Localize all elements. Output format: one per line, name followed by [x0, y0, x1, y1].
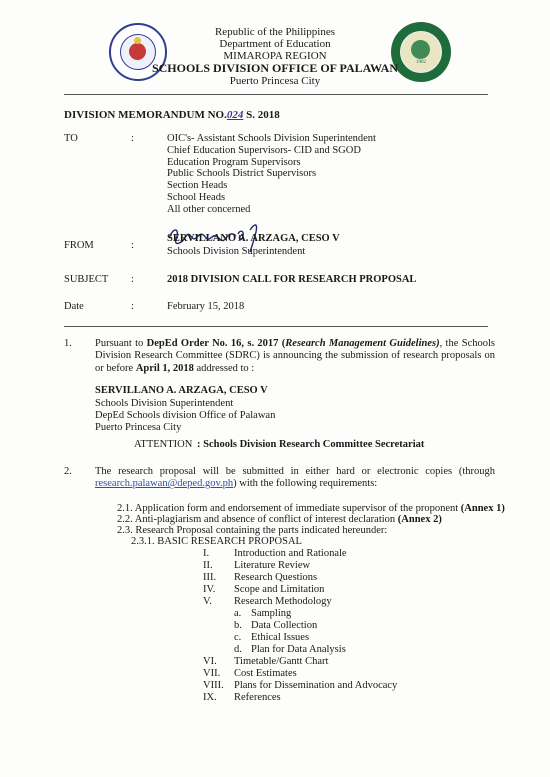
list-item-number: V. [203, 596, 212, 607]
requirement-2-3-1: 2.3.1. BASIC RESEARCH PROPOSAL [131, 536, 302, 547]
to-colon: : [131, 133, 134, 144]
list-item: Scope and Limitation [234, 584, 325, 595]
list-item: Research Questions [234, 572, 318, 583]
attention-value: : Schools Division Research Committee Secretariat [197, 439, 425, 450]
address-lines: Schools Division Superintendent DepEd Schools division Office of Palawan Puerto Princesa City [95, 398, 276, 433]
list-item: Timetable/Gantt Chart [234, 656, 329, 667]
sub-item-letter: c. [234, 632, 242, 643]
list-item: Cost Estimates [234, 668, 297, 679]
list-item-number: III. [203, 572, 217, 583]
list-item-number: IV. [203, 584, 216, 595]
body-divider [64, 326, 488, 327]
header-divider [64, 94, 488, 95]
from-label: FROM [64, 240, 94, 251]
header-line-region: MIMAROPA REGION [223, 50, 327, 62]
sub-item: Plan for Data Analysis [251, 644, 346, 655]
para-1-number: 1. [64, 338, 72, 349]
subject-value: 2018 DIVISION CALL FOR RESEARCH PROPOSAL [167, 274, 417, 285]
requirement-2-1: 2.1. Application form and endorsement of immediate supervisor of the proponent (Annex 1) [117, 503, 505, 514]
list-item: Plans for Dissemination and Advocacy [234, 680, 398, 691]
research-email-link[interactable]: research.palawan@deped.gov.ph [95, 478, 234, 490]
memo-number: 024 [226, 109, 244, 121]
to-label: TO [64, 133, 78, 144]
subject-colon: : [131, 274, 134, 285]
list-item-number: VIII. [203, 680, 224, 691]
sub-item: Sampling [251, 608, 292, 619]
date-colon: : [131, 301, 134, 312]
memo-title: DIVISION MEMORANDUM NO.024 S. 2018 [64, 109, 280, 121]
from-name: SERVILLANO A. ARZAGA, CESO V [167, 233, 340, 244]
list-item-number: VII. [203, 668, 221, 679]
list-item-number: I. [203, 548, 210, 559]
attention-label: ATTENTION [134, 439, 193, 450]
sub-item: Ethical Issues [251, 632, 310, 643]
to-recipients: OIC's- Assistant Schools Division Superintendent Chief Education Supervisors- CID and SGOD Education Program Supervisors Public Schools District Supervisors Section Heads School Heads All other concerned [167, 133, 376, 215]
division-seal-right-icon: 1902 [391, 22, 451, 82]
from-title: Schools Division Superintendent [167, 246, 306, 257]
para-2-number: 2. [64, 466, 72, 477]
requirement-2-3: 2.3. Research Proposal containing the parts indicated hereunder: [117, 525, 388, 536]
list-item-number: II. [203, 560, 213, 571]
list-item-number: VI. [203, 656, 217, 667]
para-2: The research proposal will be submitted in either hard or electronic copies (through research.palawan@deped.gov.ph) with the following requirements: [95, 466, 495, 490]
date-value: February 15, 2018 [167, 301, 245, 312]
list-item-number: IX. [203, 692, 217, 703]
list-item: Literature Review [234, 560, 311, 571]
list-item: References [234, 692, 281, 703]
sub-item: Data Collection [251, 620, 318, 631]
list-item: Introduction and Rationale [234, 548, 347, 559]
subject-label: SUBJECT [64, 274, 109, 285]
header-line-office: SCHOOLS DIVISION OFFICE OF PALAWAN [151, 61, 399, 75]
header-line-republic: Republic of the Philippines [214, 26, 336, 38]
sub-item-letter: b. [234, 620, 242, 631]
address-name: SERVILLANO A. ARZAGA, CESO V [95, 385, 268, 396]
from-colon: : [131, 240, 134, 251]
header-line-department: Department of Education [219, 38, 331, 50]
requirement-2-2: 2.2. Anti-plagiarism and absence of conflict of interest declaration (Annex 2) [117, 514, 442, 525]
sub-item-letter: a. [234, 608, 242, 619]
sub-item-letter: d. [234, 644, 242, 655]
header-line-city: Puerto Princesa City [229, 75, 321, 87]
date-label: Date [64, 301, 84, 312]
para-1: Pursuant to DepEd Order No. 16, s. 2017 (Research Management Guidelines), the Schools Division Research Committee (SDRC) is announcing the submission of research proposals on or before April 1, 2018 addressed to : [95, 338, 495, 374]
list-item: Research Methodology [234, 596, 332, 607]
